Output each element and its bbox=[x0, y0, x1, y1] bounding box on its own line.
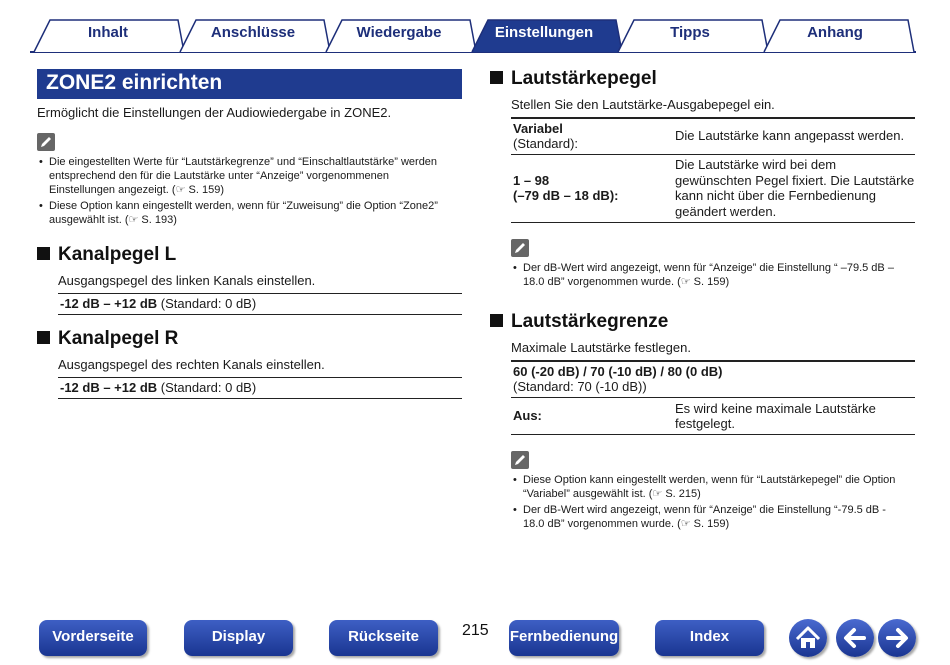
section-heading-kanalpegel-l: Kanalpegel L bbox=[37, 244, 176, 266]
table-key: Variabel (Standard): bbox=[513, 121, 579, 151]
vorderseite-button[interactable]: Vorderseite bbox=[39, 620, 147, 656]
tab-wiedergabe[interactable]: Wiedergabe bbox=[356, 24, 442, 41]
table-top-rule bbox=[511, 360, 915, 362]
lautstaerkepegel-desc: Stellen Sie den Lautstärke-Ausgabepegel ein. bbox=[511, 97, 775, 112]
note-list-grenze bbox=[511, 473, 921, 533]
page-number: 215 bbox=[462, 622, 489, 639]
rueckseite-button[interactable]: Rückseite bbox=[329, 620, 438, 656]
page-ref-link[interactable]: S. 159) bbox=[693, 276, 730, 288]
table-value: Die Lautstärke wird bei dem gewünschten Pegel fixiert. Die Lautstärke kann nicht über die Fernbedienung geändert werden. bbox=[675, 157, 915, 219]
home-icon bbox=[789, 619, 827, 657]
divider bbox=[58, 314, 462, 315]
divider bbox=[58, 293, 462, 294]
kanalpegel-r-desc: Ausgangspegel des rechten Kanals einstellen. bbox=[58, 357, 325, 372]
tab-einstellungen[interactable]: Einstellungen bbox=[494, 24, 594, 41]
section-heading-lautstaerkegrenze: Lautstärkegrenze bbox=[490, 311, 668, 333]
table-key: 1 – 98 (–79 dB – 18 dB): bbox=[513, 173, 619, 203]
arrow-left-icon bbox=[836, 619, 874, 657]
table-value: Es wird keine maximale Lautstärke festgelegt. bbox=[675, 401, 876, 431]
page-ref-link[interactable]: S. 159) bbox=[693, 518, 730, 530]
table-key: Aus: bbox=[513, 408, 542, 423]
divider bbox=[58, 398, 462, 399]
tab-bar bbox=[30, 18, 916, 54]
divider bbox=[511, 397, 915, 398]
table-top-rule bbox=[511, 117, 915, 119]
kanalpegel-l-range: -12 dB – +12 dB (Standard: 0 dB) bbox=[60, 296, 257, 311]
pencil-icon bbox=[511, 451, 529, 469]
table-key: 60 (-20 dB) / 70 (-10 dB) / 80 (0 dB) (Standard: 70 (-10 dB)) bbox=[513, 364, 723, 394]
pointing-hand-icon: ☞ bbox=[680, 276, 694, 288]
list-item: • Diese Option kann eingestellt werden, wenn für “Lautstärkepegel” die Option “Variabel” ausgewählt ist. (☞ S. 215) bbox=[511, 473, 921, 501]
lautstaerkegrenze-desc: Maximale Lautstärke festlegen. bbox=[511, 340, 691, 355]
page-ref-link[interactable]: S. 159) bbox=[188, 184, 224, 196]
pointing-hand-icon: ☞ bbox=[128, 214, 142, 226]
divider bbox=[511, 434, 915, 435]
tab-anhang[interactable]: Anhang bbox=[807, 24, 863, 41]
divider bbox=[58, 377, 462, 378]
intro-text: Ermöglicht die Einstellungen der Audiowiedergabe in ZONE2. bbox=[37, 105, 392, 120]
note-list-pegel bbox=[511, 261, 921, 291]
section-heading-kanalpegel-r: Kanalpegel R bbox=[37, 328, 178, 350]
page-ref-link[interactable]: S. 193) bbox=[141, 214, 177, 226]
list-item: • Diese Option kann eingestellt werden, wenn für “Zuweisung” die Option “Zone2” ausgewählt ist. (☞ S. 193) bbox=[37, 199, 462, 227]
kanalpegel-r-range: -12 dB – +12 dB (Standard: 0 dB) bbox=[60, 380, 257, 395]
fernbedienung-button[interactable]: Fernbedienung bbox=[509, 620, 619, 656]
pencil-icon bbox=[37, 133, 55, 151]
pointing-hand-icon: ☞ bbox=[175, 184, 189, 196]
pencil-icon bbox=[511, 239, 529, 257]
page-title: ZONE2 einrichten bbox=[37, 69, 462, 99]
arrow-right-icon bbox=[878, 619, 916, 657]
tab-tipps[interactable]: Tipps bbox=[670, 24, 710, 41]
forward-button[interactable] bbox=[878, 619, 916, 657]
tab-anschluesse[interactable]: Anschlüsse bbox=[210, 24, 296, 41]
pointing-hand-icon: ☞ bbox=[652, 488, 666, 500]
tab-inhalt[interactable]: Inhalt bbox=[88, 24, 128, 41]
home-button[interactable] bbox=[789, 619, 827, 657]
section-heading-lautstaerkepegel: Lautstärkepegel bbox=[490, 68, 657, 90]
divider bbox=[511, 154, 915, 155]
page-ref-link[interactable]: S. 215) bbox=[665, 488, 701, 500]
divider bbox=[511, 222, 915, 223]
index-button[interactable]: Index bbox=[655, 620, 764, 656]
table-value: Die Lautstärke kann angepasst werden. bbox=[675, 128, 905, 143]
display-button[interactable]: Display bbox=[184, 620, 293, 656]
list-item: • Die eingestellten Werte für “Lautstärkegrenze” und “Einschaltlautstärke” werden entsprechend den für die Lautstärke unter “Anzeige” vorgenommenen Einstellungen angezeigt. (☞ S. 159) bbox=[37, 155, 462, 197]
list-item: • Der dB-Wert wird angezeigt, wenn für “Anzeige” die Einstellung “ –79.5 dB – 18.0 dB” vorgenommen wurde. (☞ S. 159) bbox=[511, 261, 921, 289]
pointing-hand-icon: ☞ bbox=[680, 518, 694, 530]
list-item: • Der dB-Wert wird angezeigt, wenn für “Anzeige” die Einstellung “-79.5 dB - 18.0 dB” vorgenommen wurde. (☞ S. 159) bbox=[511, 503, 921, 531]
back-button[interactable] bbox=[836, 619, 874, 657]
kanalpegel-l-desc: Ausgangspegel des linken Kanals einstellen. bbox=[58, 273, 316, 288]
note-list-left bbox=[37, 155, 462, 229]
